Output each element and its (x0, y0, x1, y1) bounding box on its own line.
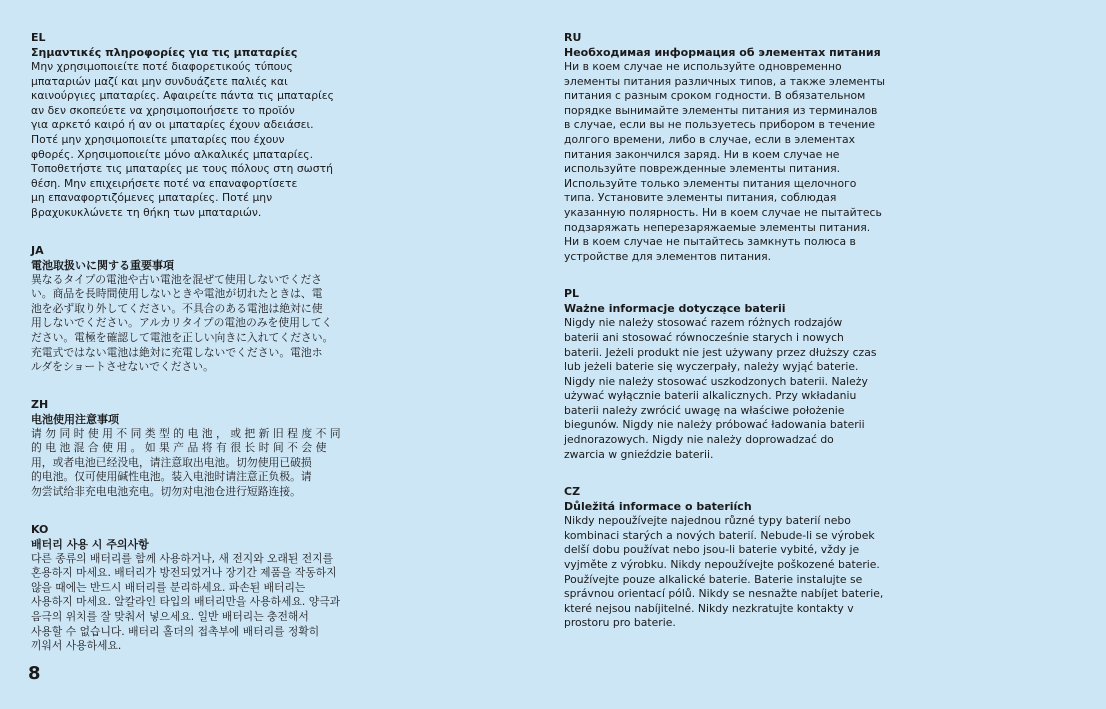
section-heading: 電池取扱いに関する重要事項 (31, 258, 174, 272)
section-ru (564, 30, 909, 264)
language-code: CZ (564, 485, 581, 499)
language-code: KO (31, 522, 49, 536)
section-body: Nigdy nie należy stosować razem różnych rodzajów baterii ani stosować równocześnie starych i nowych baterii. Jeżeli produkt nie jest używany przez dłuższy czas lub jeżeli baterie się wyczerpały, należy wyjąć baterie. Nigdy nie należy stosować uszkodzonych baterii. Należy używać wyłącznie baterii alkalicznych. Przy wkładaniu baterii należy zwrócić uwagę na właściwe położenie biegunów. Nigdy nie należy próbować ładowania baterii jednorazowych. Nigdy nie należy doprowadzać do zwarcia w gnieździe baterii. (564, 316, 877, 461)
section-heading: Ważne informacje dotyczące baterii (564, 302, 786, 316)
section-body: 请 勿 同 时 使 用 不 同 类 型 的 电 池 ， 或 把 新 旧 程 度 不 同 的 电 池 混 合 使 用 。 如 果 产 品 将 有 很 长 时 间 不 会 使 用，或者电池已经没电，请注意取出电池。切勿使用已破损 的电池。仅可使用碱性电池。装入电池时请注意正负极。请 勿尝试给非充电电池充电。切勿对电池仓进行短路连接。 (31, 426, 341, 499)
language-code: JA (31, 243, 44, 257)
section-el (31, 30, 376, 221)
section-body: Μην χρησιμοποιείτε ποτέ διαφορετικούς τύπους μπαταριών μαζί και μην συνδυάζετε παλιές και καινούργιες μπαταρίες. Αφαιρείτε πάντα τις μπαταρίες αν δεν σκοπεύετε να χρησιμοποιήσετε το προϊόν για αρκετό καιρό ή αν οι μπαταρίες έχουν αδειάσει. Ποτέ μην χρησιμοποιείτε μπαταρίες που έχουν φθορές. Χρησιμοποιείτε μόνο αλκαλικές μπαταρίες. Τοποθετήστε τις μπαταρίες με τους πόλους στη σωστή θέση. Μην επιχειρήσετε ποτέ να επαναφορτίσετε μη επαναφορτιζόμενες μπαταρίες. Ποτέ μην βραχυκυκλώνετε τη θήκη των μπαταριών. (31, 60, 334, 219)
section-body: Nikdy nepoužívejte najednou různé typy baterií nebo kombinaci starých a nových baterií. Nebude-li se výrobek delší dobu používat nebo jsou-li baterie vybité, vždy je vyjměte z výrobku. Nikdy nepoužívejte poškozené baterie. Používejte pouze alkalické baterie. Baterie instalujte se správnou orientací pólů. Nikdy se nesnažte nabíjet baterie, které nejsou nabíjitelné. Nikdy nezkratujte kontakty v prostoru pro baterie. (564, 514, 884, 630)
section-ja (31, 243, 376, 375)
section-heading: Důležitá informace o bateriích (564, 500, 752, 514)
section-heading: 배터리 사용 시 주의사항 (31, 537, 149, 551)
language-code: RU (564, 31, 582, 44)
section-heading: 电池使用注意事项 (31, 412, 119, 426)
section-zh (31, 397, 376, 500)
section-body: Ни в коем случае не используйте одновременно элементы питания различных типов, а также элементы питания с разным сроком годности. В обязательном порядке вынимайте элементы питания из терминалов в случае, если вы не пользуетесь прибором в течение долгого времени, либо в случае, если в элементах питания закончился заряд. Ни в коем случае не используйте поврежденные элементы питания. Используйте только элементы питания щелочного типа. Установите элементы питания, соблюдая указанную полярность. Ни в коем случае не пытайтесь подзаряжать неперезаряжаемые элементы питания. Ни в коем случае не пытайтесь замкнуть полюса в устройстве для элементов питания. (564, 60, 886, 263)
section-heading: Σημαντικές πληροφορίες για τις μπαταρίες (31, 46, 298, 59)
left-column (31, 30, 376, 676)
right-column (564, 30, 909, 653)
section-pl (564, 286, 909, 462)
language-code: EL (31, 31, 46, 44)
language-code: ZH (31, 397, 49, 411)
language-code: PL (564, 287, 580, 301)
section-heading: Необходимая информация об элементах питания (564, 46, 881, 59)
section-body: 異なるタイプの電池や古い電池を混ぜて使用しないでくださ い。商品を長時間使用しないときや電池が切れたときは、電 池を必ず取り外してください。不具合のある電池は絶対に使 用しないでください。アルカリタイプの電池のみを使用してく ださい。電極を確認して電池を正しい向きに入れてください。 充電式ではない電池は絶対に充電しないでください。電池ホ ルダをショートさせないでください。 (31, 272, 334, 374)
page-number: 8 (28, 663, 41, 684)
section-body: 다른 종류의 배터리를 함께 사용하거나, 새 전지와 오래된 전지를 혼용하지 마세요. 배터리가 방전되었거나 장기간 제품을 작동하지 않을 때에는 반드시 배터리를 분리하세요. 파손된 배터리는 사용하지 마세요. 알칼라인 타입의 배터리만을 사용하세요. 양극과 음극의 위치를 잘 맞춰서 넣으세요. 일반 배터리는 충전해서 사용할 수 없습니다. 배터리 홀더의 접촉부에 배터리를 정확히 끼워서 사용하세요. (31, 551, 341, 653)
section-ko (31, 522, 376, 654)
section-cz (564, 484, 909, 631)
